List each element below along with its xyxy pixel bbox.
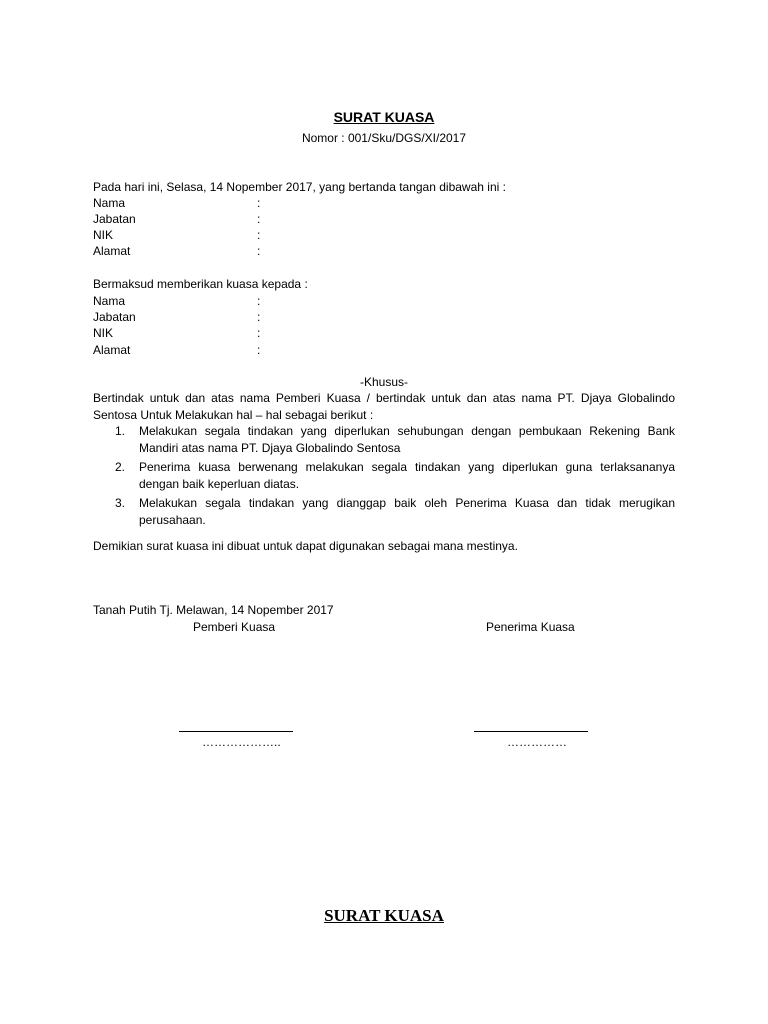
grantee-nik-colon: : [257, 326, 261, 340]
grantee-address-label: Alamat [93, 343, 131, 357]
grantor-position-label: Jabatan [93, 212, 136, 226]
list-item-text: Melakukan segala tindakan yang diperlukan sehubungan dengan pembukaan Rekening Bank Mandiri atas nama PT. Djaya Globalindo Sentosa [139, 424, 675, 455]
grantee-name-colon: : [257, 294, 261, 308]
section-khusus: -Khusus- [359, 375, 409, 389]
grantor-name-colon: : [257, 196, 261, 210]
grantee-nik-label: NIK [93, 326, 114, 340]
grantor-address-colon: : [257, 244, 261, 258]
list-item [93, 423, 675, 456]
grantee-signature-label: Penerima Kuasa [486, 620, 575, 634]
document-title: SURAT KUASA [333, 109, 435, 125]
grantor-position-colon: : [257, 212, 261, 226]
grantor-nik-colon: : [257, 228, 261, 242]
grantee-position-label: Jabatan [93, 310, 136, 324]
place-date: Tanah Putih Tj. Melawan, 14 Nopember 2017 [93, 603, 334, 617]
grantor-signature-label: Pemberi Kuasa [193, 620, 276, 634]
grantee-name-placeholder: …………… [507, 735, 567, 749]
document-number: Nomor : 001/Sku/DGS/XI/2017 [301, 131, 467, 145]
authority-list [93, 423, 675, 531]
grantor-name-label: Nama [93, 196, 126, 210]
grantor-name-placeholder: ……………….. [202, 735, 281, 749]
grantee-address-colon: : [257, 343, 261, 357]
list-item [93, 459, 675, 492]
grantee-position-colon: : [257, 310, 261, 324]
next-page-title: SURAT KUASA [324, 906, 444, 925]
list-item-number: 1. [115, 424, 126, 438]
authority-paragraph: Bertindak untuk dan atas nama Pemberi Kuasa / bertindak untuk dan atas nama PT. Djaya Globalindo Sentosa Untuk Melakukan hal – hal sebagai berikut : [93, 391, 675, 422]
intro-text: Pada hari ini, Selasa, 14 Nopember 2017, yang bertanda tangan dibawah ini : [93, 180, 506, 194]
closing-text: Demikian surat kuasa ini dibuat untuk dapat digunakan sebagai mana mestinya. [93, 539, 518, 553]
list-item-number: 2. [115, 460, 126, 474]
grantor-address-label: Alamat [93, 244, 131, 258]
grantee-name-label: Nama [93, 294, 126, 308]
list-item [93, 495, 675, 528]
grantee-intro-text: Bermaksud memberikan kuasa kepada : [93, 277, 308, 291]
list-item-text: Melakukan segala tindakan yang dianggap baik oleh Penerima Kuasa dan tidak merugikan perusahaan. [139, 496, 675, 527]
grantor-signature-line [179, 731, 293, 732]
grantee-signature-line [474, 731, 588, 732]
grantor-nik-label: NIK [93, 228, 114, 242]
list-item-text: Penerima kuasa berwenang melakukan segala tindakan yang diperlukan guna terlaksananya dengan baik keperluan diatas. [139, 460, 675, 491]
list-item-number: 3. [115, 496, 126, 510]
